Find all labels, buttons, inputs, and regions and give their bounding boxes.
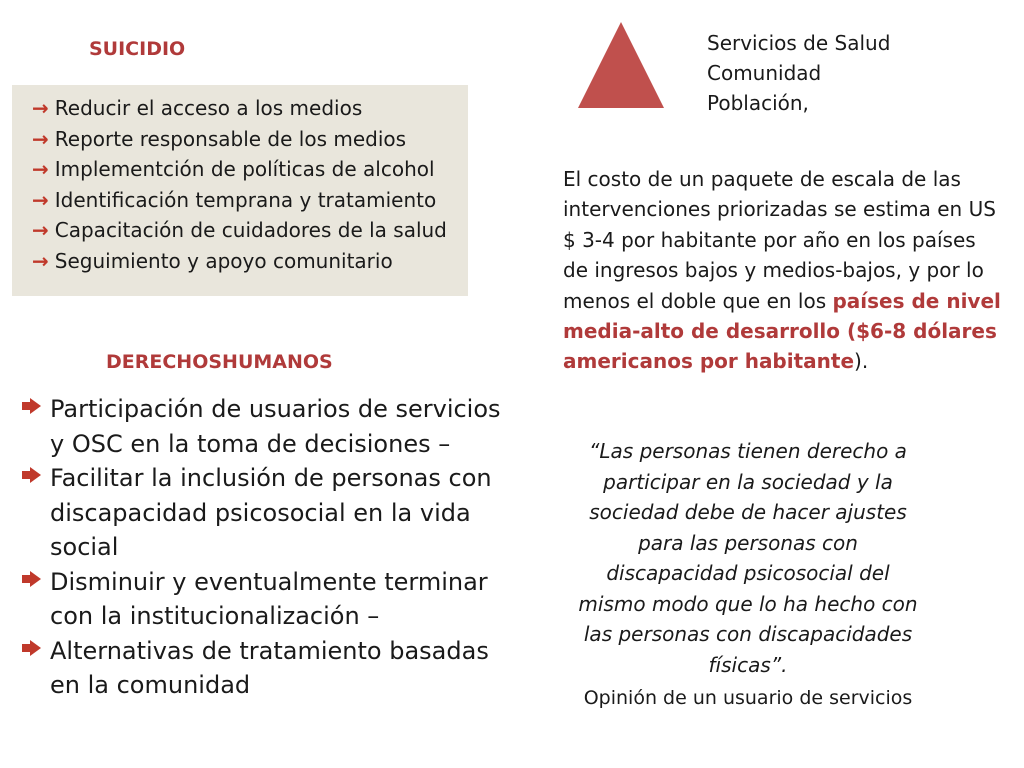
arrow-icon: → <box>32 157 49 181</box>
rights-list <box>22 392 522 703</box>
rights-item: Facilitar la inclusión de personas con discapacidad psicosocial en la vida social <box>22 461 522 565</box>
measure-item: → Implementción de políticas de alcohol <box>32 157 435 181</box>
suicidio-heading: SUICIDIO <box>89 38 186 60</box>
arrow-icon: → <box>32 96 49 120</box>
cost-highlight: países de nivel media-alto de desarrollo ($6-8 dólares americanos por habitante <box>563 288 1001 374</box>
arrow-bullet-icon <box>22 467 41 483</box>
pyramid-triangle-icon <box>576 20 666 110</box>
pyramid-level: Comunidad <box>707 61 822 85</box>
arrow-icon: → <box>32 218 49 242</box>
arrow-icon: → <box>32 126 49 151</box>
user-quote: “Las personas tienen derecho a participar en la sociedad y la sociedad debe de hacer ajustes para las personas con discapacidad psicosocial del mismo modo que lo ha hecho con las personas con discapacidades físicas”. <box>578 439 918 677</box>
measure-item: → Reducir el acceso a los medios <box>32 96 363 120</box>
derechos-heading: DERECHOSHUMANOS <box>106 351 333 373</box>
measure-item: → Seguimiento y apoyo comunitario <box>32 248 393 273</box>
measure-item: → Reporte responsable de los medios <box>32 126 407 151</box>
quote-source: Opinión de un usuario de servicios <box>583 687 913 709</box>
arrow-bullet-icon <box>22 640 41 656</box>
suicide-measures-box <box>12 85 468 296</box>
arrow-bullet-icon <box>22 571 41 587</box>
rights-item: Participación de usuarios de servicios y OSC en la toma de decisiones – <box>22 392 522 461</box>
arrow-icon: → <box>32 187 49 212</box>
pyramid-level: Población, <box>707 91 809 115</box>
arrow-icon: → <box>32 248 49 273</box>
arrow-bullet-icon <box>22 398 41 414</box>
rights-item: Alternativas de tratamiento basadas en la comunidad <box>22 634 522 703</box>
pyramid-levels <box>707 28 890 118</box>
measure-item: → Capacitación de cuidadores de la salud <box>32 218 447 242</box>
cost-paragraph: El costo de un paquete de escala de las intervenciones priorizadas se estima en US $ 3-4 por habitante por año en los países de ingresos bajos y medios-bajos, y por lo menos el doble que en los países de nivel media-alto de desarrollo ($6-8 dólares americanos por habitante). <box>563 167 1001 374</box>
measure-item: → Identificación temprana y tratamiento <box>32 187 437 212</box>
pyramid-level: Servicios de Salud <box>707 31 891 55</box>
rights-item: Disminuir y eventualmente terminar con la institucionalización – <box>22 565 522 634</box>
